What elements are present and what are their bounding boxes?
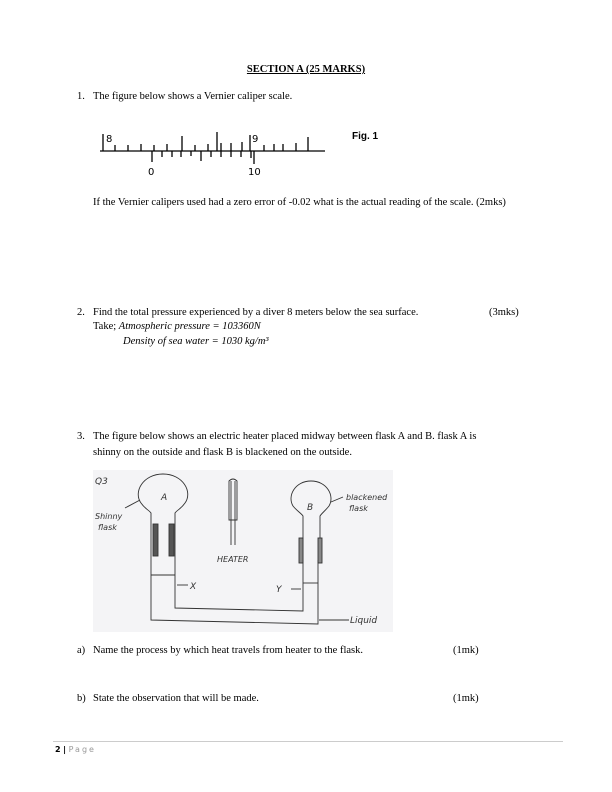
fig-label-a: A	[161, 493, 168, 503]
fig-label-flask-b: flask	[349, 504, 368, 513]
footer-separator: |	[63, 745, 67, 754]
scale-number-10: 10	[248, 167, 261, 178]
q2-marks: (3mks)	[489, 307, 519, 318]
page-number: 2	[55, 745, 61, 754]
fig-label-heater: HEATER	[217, 555, 249, 564]
fig-label-corner: Q3	[95, 477, 108, 487]
q3b-text: State the observation that will be made.	[93, 693, 259, 704]
q1-text: The figure below shows a Vernier caliper scale.	[93, 91, 293, 102]
scale-number-9: 9	[252, 134, 259, 145]
fig-label-b: B	[307, 503, 314, 513]
page-footer	[55, 745, 96, 754]
q2-atm-pressure: Atmospheric pressure = 103360N	[118, 321, 261, 332]
footer-divider	[53, 741, 563, 742]
q2-take: Take;	[93, 321, 117, 332]
fig-label-blackened: blackened	[346, 493, 388, 502]
heater-flasks-figure	[93, 470, 393, 632]
fig-label-liquid: Liquid	[350, 616, 378, 626]
q1-number: 1.	[77, 91, 85, 102]
scale-number-8: 8	[106, 134, 113, 145]
q2-number: 2.	[77, 307, 85, 318]
q3b-marks: (1mk)	[453, 693, 479, 704]
q1-question: If the Vernier calipers used had a zero error of -0.02 what is the actual reading of the scale. (2mks)	[93, 197, 506, 208]
fig-label-shinny: Shinny	[95, 512, 123, 521]
q3a-text: Name the process by which heat travels from heater to the flask.	[93, 645, 363, 656]
q3-line1: The figure below shows an electric heater placed midway between flask A and B. flask A is	[93, 431, 477, 442]
q3-line2: shinny on the outside and flask B is blackened on the outside.	[93, 447, 352, 458]
fig-label-y: Y	[276, 585, 282, 595]
fig-1-label: Fig. 1	[352, 131, 379, 142]
q2-text: Find the total pressure experienced by a diver 8 meters below the sea surface.	[93, 307, 419, 318]
q3a-label: a)	[77, 645, 86, 656]
section-title: SECTION A (25 MARKS)	[246, 64, 366, 75]
vernier-scale-figure	[97, 124, 337, 180]
fig-label-x: X	[190, 582, 197, 592]
page-word: Page	[68, 745, 96, 754]
q3a-marks: (1mk)	[453, 645, 479, 656]
scale-number-0: 0	[148, 167, 155, 178]
fig-label-flask-a: flask	[98, 523, 117, 532]
q3b-label: b)	[77, 693, 86, 704]
q3-number: 3.	[77, 431, 85, 442]
q2-density: Density of sea water = 1030 kg/m³	[123, 336, 269, 347]
